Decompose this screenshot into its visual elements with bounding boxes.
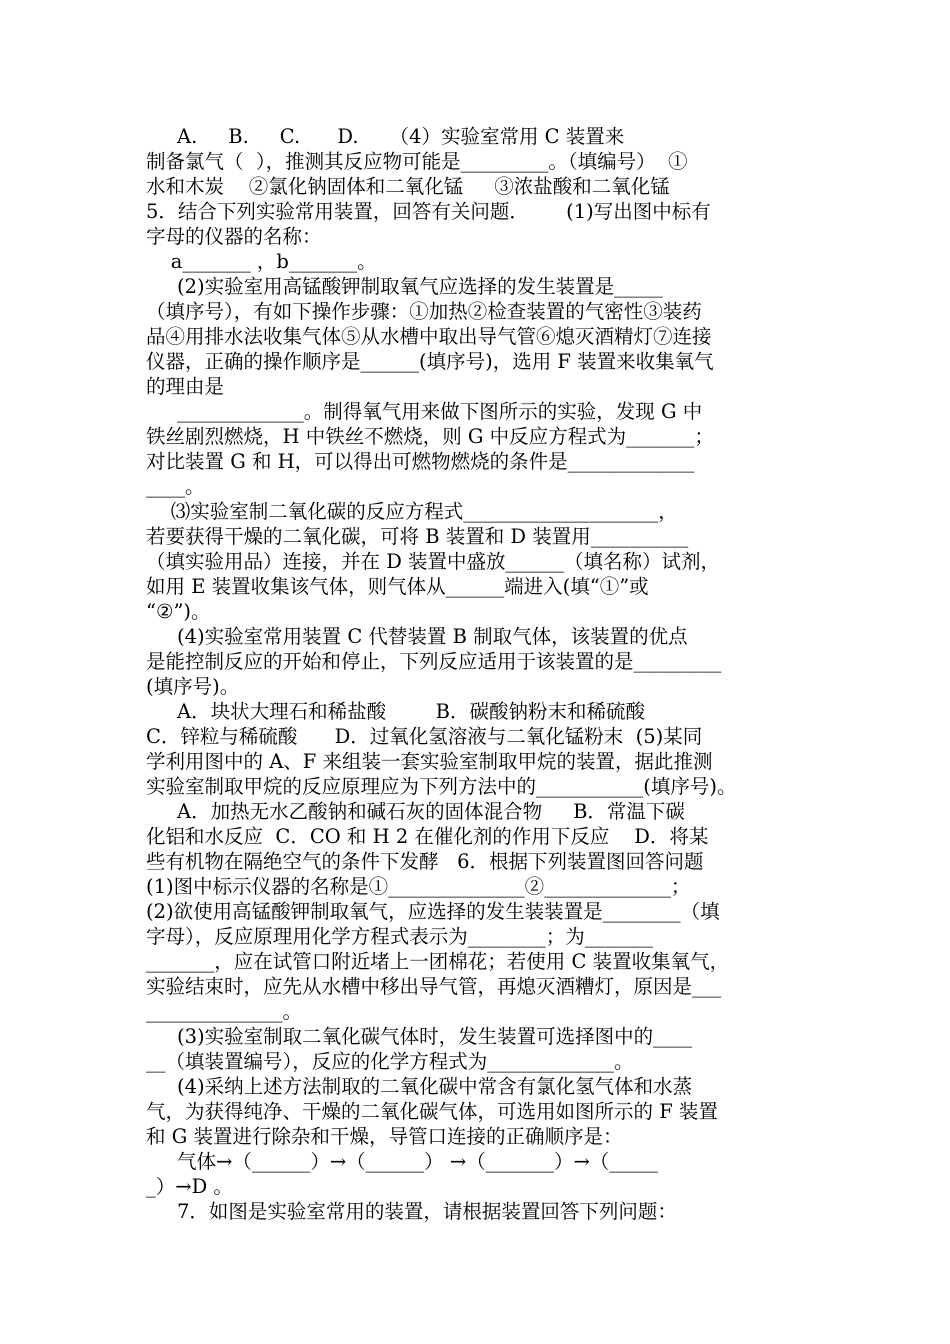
- text-line: 字母的仪器的名称：: [146, 225, 322, 248]
- text-line: 对比装置 G 和 H，可以得出可燃物燃烧的条件是_____________: [146, 450, 695, 473]
- text-line: C．锌粒与稀硫酸 D．过氧化氢溶液与二氧化锰粉末 (5)某同: [146, 725, 703, 748]
- text-line: (3)实验室制取二氧化碳气体时，发生装置可选择图中的____: [146, 1025, 693, 1048]
- text-line: A．加热无水乙酸钠和碱石灰的固体混合物 B．常温下碳: [146, 800, 685, 823]
- text-line: 和 G 装置进行除杂和干燥，导管口连接的正确顺序是：: [146, 1125, 623, 1148]
- text-line: 品④用排水法收集气体⑤从水槽中取出导气管⑥熄灭酒精灯⑦连接: [146, 325, 712, 348]
- text-line: _______，应在试管口附近堵上一团棉花；若使用 C 装置收集氧气，: [146, 950, 730, 973]
- text-line: 是能控制反应的开始和停止，下列反应适用于该装置的是_________: [146, 650, 722, 673]
- text-line: A. B. C. D. （4）实验室常用 C 装置来: [146, 125, 625, 148]
- text-line: 学利用图中的 A、F 来组装一套实验室制取甲烷的装置，据此推测: [146, 750, 713, 773]
- text-line: 如用 E 装置收集该气体，则气体从______端进入(填“①”或: [146, 575, 649, 598]
- text-line: ⑶实验室制二氧化碳的反应方程式____________________，: [146, 500, 678, 523]
- text-line: 若要获得干燥的二氧化碳，可将 B 装置和 D 装置用__________: [146, 525, 689, 548]
- text-line: 仪器，正确的操作顺序是______(填序号)，选用 F 装置来收集氧气: [146, 350, 714, 373]
- text-line: (填序号)。: [146, 675, 240, 698]
- text-line: 的理由是: [146, 375, 225, 398]
- text-line: _____________。制得氧气用来做下图所示的实验，发现 G 中: [146, 400, 703, 423]
- text-line: 铁丝剧烈燃烧，H 中铁丝不燃烧，则 G 中反应方程式为_______；: [146, 425, 714, 448]
- text-line: ____。: [146, 475, 205, 498]
- text-line: “②”)。: [146, 600, 211, 623]
- text-line: 气体→（______）→（______） →（_______）→（_____: [146, 1150, 659, 1173]
- text-line: (4)实验室常用装置 C 代替装置 B 制取气体，该装置的优点: [146, 625, 688, 648]
- text-line: 7．如图是实验室常用的装置，请根据装置回答下列问题：: [146, 1200, 677, 1223]
- text-line: (1)图中标示仪器的名称是①______________②_____________；: [146, 875, 691, 898]
- text-line: ______________。: [146, 1000, 303, 1023]
- text-line: a_______ ，b_______。: [146, 250, 377, 273]
- text-line: （填序号），有如下操作步骤：①加热②检查装置的气密性③装药: [146, 300, 702, 323]
- text-line: 字母），反应原理用化学方程式表示为________；为_______: [146, 925, 654, 948]
- text-line: 气，为获得纯净、干燥的二氧化碳气体，可选用如图所示的 F 装置: [146, 1100, 718, 1123]
- text-line: 些有机物在隔绝空气的条件下发酵 6．根据下列装置图回答问题: [146, 850, 704, 873]
- text-line: 水和木炭 ②氯化钠固体和二氧化锰 ③浓盐酸和二氧化锰: [146, 175, 670, 198]
- text-line: 化铝和水反应 C．CO 和 H 2 在催化剂的作用下反应 D．将某: [146, 825, 709, 848]
- text-line: 实验室制取甲烷的反应原理应为下列方法中的___________(填序号)。: [146, 775, 737, 798]
- text-line: __（填装置编号），反应的化学方程式为_____________。: [146, 1050, 634, 1073]
- text-line: 5．结合下列实验常用装置，回答有关问题． (1)写出图中标有: [146, 200, 711, 223]
- text-line: (2)实验室用高锰酸钾制取氧气应选择的发生装置是_____: [146, 275, 663, 298]
- text-line: A．块状大理石和稀盐酸 B．碳酸钠粉末和稀硫酸: [146, 700, 645, 723]
- text-line: 实验结束时，应先从水槽中移出导气管，再熄灭酒糟灯，原因是___: [146, 975, 722, 998]
- text-line: （填实验用品）连接，并在 D 装置中盛放______（填名称）试剂，: [146, 550, 721, 573]
- text-line: _）→D 。: [146, 1175, 233, 1198]
- text-line: (4)采纳上述方法制取的二氧化碳中常含有氯化氢气体和水蒸: [146, 1075, 693, 1098]
- text-line: (2)欲使用高锰酸钾制取氧气，应选择的发生装装置是________（填: [146, 900, 720, 923]
- text-line: 制备氯气（ ），推测其反应物可能是_________。（填编号） ①: [146, 150, 688, 173]
